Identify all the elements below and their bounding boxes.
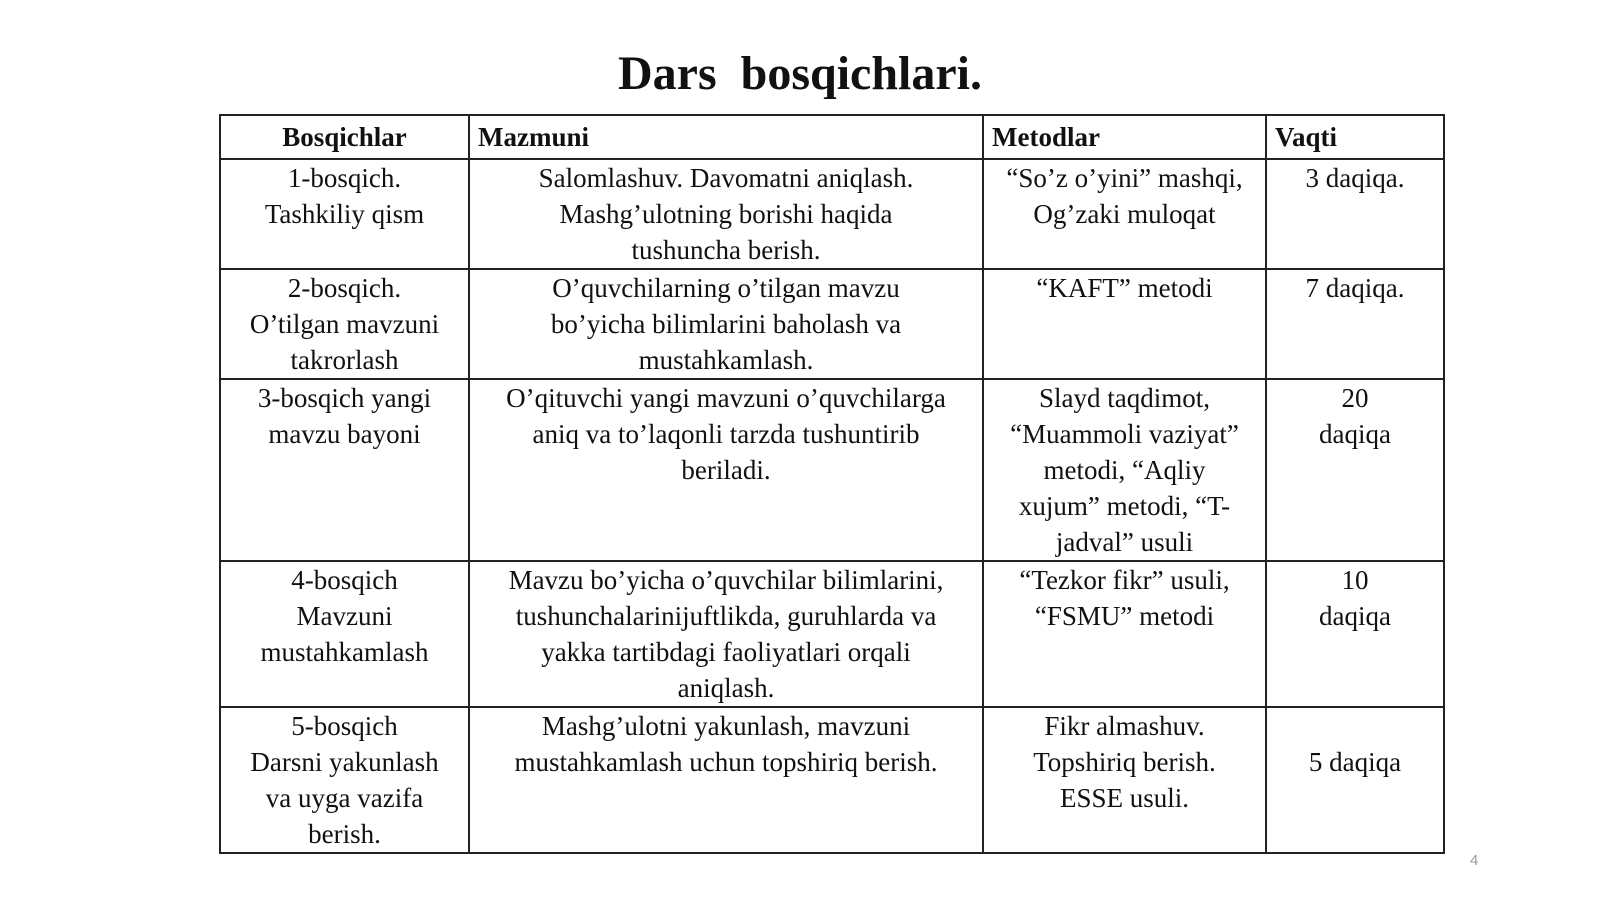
cell-vaqti: 10 daqiqa (1266, 561, 1444, 707)
cell-metodlar: “KAFT” metodi (983, 269, 1266, 379)
table-header-row (220, 115, 1444, 159)
cell-bosqich: 5-bosqich Darsni yakunlash va uyga vazifa berish. (220, 707, 469, 853)
header-vaqti: Vaqti (1266, 115, 1444, 159)
cell-bosqich: 4-bosqich Mavzuni mustahkamlash (220, 561, 469, 707)
lesson-stages-table (219, 114, 1445, 854)
table-row (220, 379, 1444, 561)
cell-bosqich: 3-bosqich yangi mavzu bayoni (220, 379, 469, 561)
table-row (220, 707, 1444, 853)
table-row (220, 561, 1444, 707)
table-row (220, 269, 1444, 379)
cell-metodlar: Fikr almashuv. Topshiriq berish. ESSE usuli. (983, 707, 1266, 853)
cell-mazmuni: O’qituvchi yangi mavzuni o’quvchilarga aniq va to’laqonli tarzda tushuntirib beriladi. (469, 379, 983, 561)
cell-vaqti: 3 daqiqa. (1266, 159, 1444, 269)
header-bosqichlar: Bosqichlar (220, 115, 469, 159)
cell-mazmuni: O’quvchilarning o’tilgan mavzu bo’yicha bilimlarini baholash va mustahkamlash. (469, 269, 983, 379)
header-metodlar: Metodlar (983, 115, 1266, 159)
cell-metodlar: “Tezkor fikr” usuli, “FSMU” metodi (983, 561, 1266, 707)
header-mazmuni: Mazmuni (469, 115, 983, 159)
cell-metodlar: “So’z o’yini” mashqi, Og’zaki muloqat (983, 159, 1266, 269)
slide-title: Dars bosqichlari. (617, 47, 983, 100)
cell-vaqti: 7 daqiqa. (1266, 269, 1444, 379)
cell-mazmuni: Mavzu bo’yicha o’quvchilar bilimlarini, tushunchalarinijuftlikda, guruhlarda va yakka tartibdagi faoliyatlari orqali aniqlash. (469, 561, 983, 707)
cell-bosqich: 2-bosqich. O’tilgan mavzuni takrorlash (220, 269, 469, 379)
cell-metodlar: Slayd taqdimot, “Muammoli vaziyat” metodi, “Aqliy xujum” metodi, “T- jadval” usuli (983, 379, 1266, 561)
cell-vaqti: 20 daqiqa (1266, 379, 1444, 561)
cell-vaqti: 5 daqiqa (1266, 707, 1444, 853)
cell-mazmuni: Mashg’ulotni yakunlash, mavzuni mustahkamlash uchun topshiriq berish. (469, 707, 983, 853)
cell-bosqich: 1-bosqich. Tashkiliy qism (220, 159, 469, 269)
cell-mazmuni: Salomlashuv. Davomatni aniqlash. Mashg’ulotning borishi haqida tushuncha berish. (469, 159, 983, 269)
page-number: 4 (1470, 852, 1479, 869)
table-row (220, 159, 1444, 269)
